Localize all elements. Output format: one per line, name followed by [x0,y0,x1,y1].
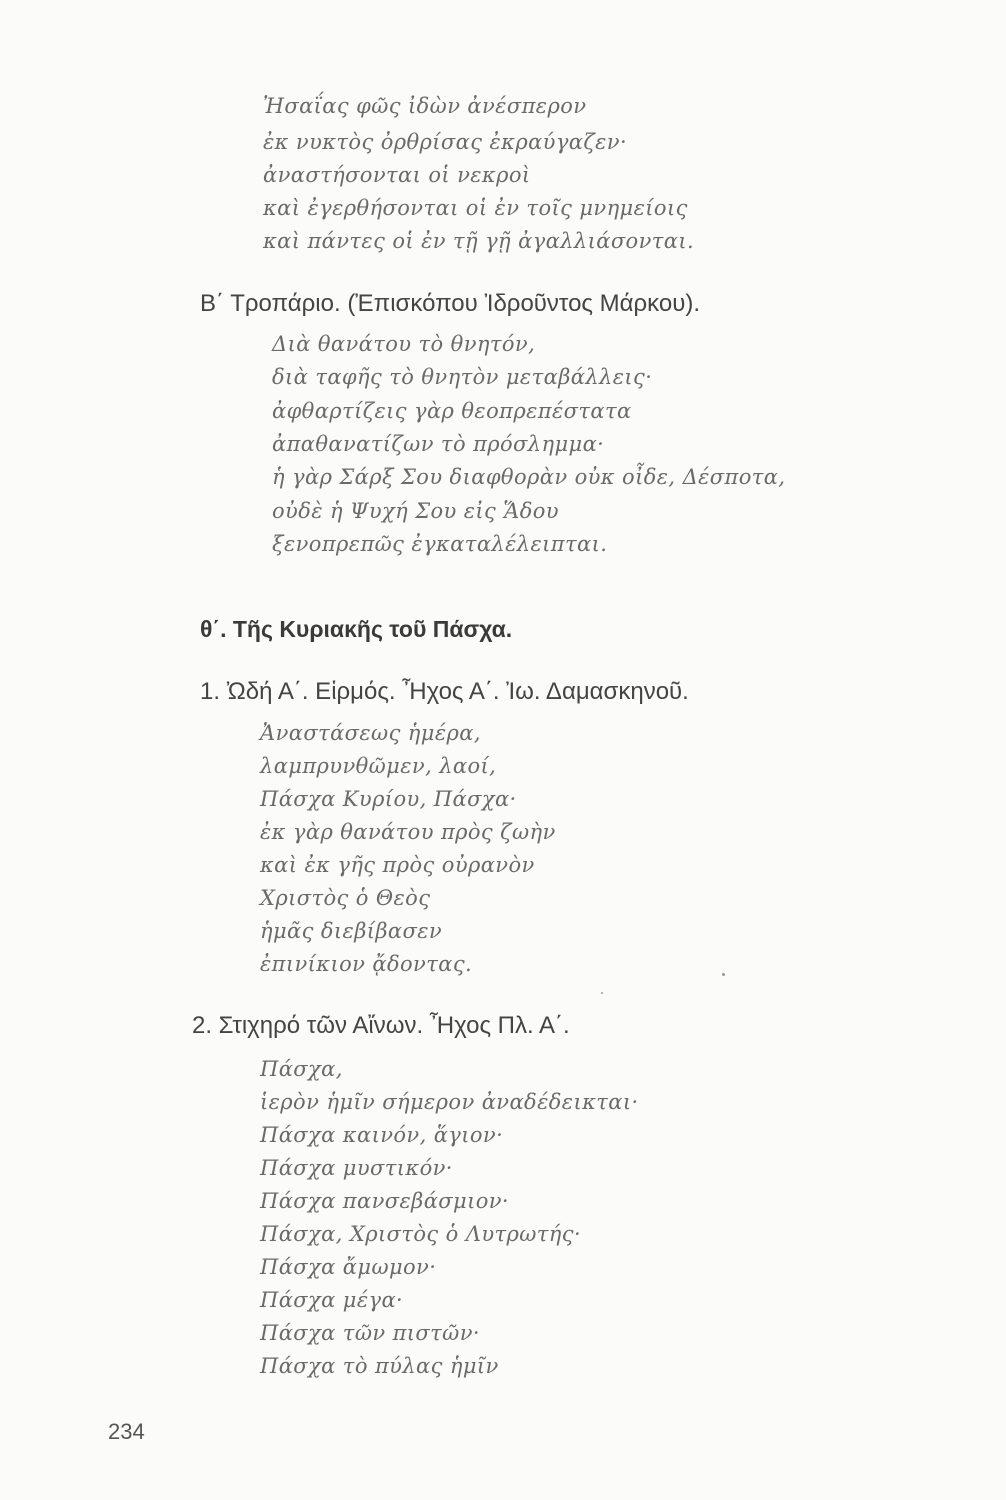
verse-line: ἡ γὰρ Σάρξ Σου διαφθορὰν οὐκ οἶδε, Δέσποτα, [272,465,786,489]
verse-line: ἀπαθανατίζων τὸ πρόσλημμα· [272,432,605,456]
verse-line: Πάσχα τῶν πιστῶν· [260,1321,480,1345]
page-number: 234 [108,1419,145,1444]
verse-line: Διὰ θανάτου τὸ θνητόν, [272,332,536,356]
verse-line: ἀναστήσονται οἱ νεκροὶ [263,163,531,187]
verse-line: λαμπρυνθῶμεν, λαοί, [260,754,497,778]
verse-line: ξενοπρεπῶς ἐγκαταλέλειπται. [272,532,608,556]
item-2-heading: 2. Στιχηρό τῶν Αἴνων. Ἦχος Πλ. Α΄. [192,1012,570,1039]
verse-line: Πάσχα, [260,1057,343,1081]
verse-line: Πάσχα μυστικόν· [260,1156,453,1180]
scan-speck [601,992,603,994]
verse-line: Ἠσαΐας φῶς ἰδὼν ἀνέσπερον [263,94,587,118]
verse-line: καὶ ἐκ γῆς πρὸς οὐρανὸν [260,853,535,877]
verse-line: ἐκ νυκτὸς ὀρθρίσας ἐκραύγαζεν· [263,130,628,154]
troparion-heading: Β΄ Τροπάριο. (Ἐπισκόπου Ἰδροῦντος Μάρκου). [200,290,701,317]
section-heading: θ΄. Τῆς Κυριακῆς τοῦ Πάσχα. [200,616,513,642]
verse-line: καὶ ἐγερθήσονται οἱ ἐν τοῖς μνημείοις [263,196,688,220]
verse-line: ἐπινίκιον ᾄδοντας. [260,952,473,976]
verse-line: Πάσχα Κυρίου, Πάσχα· [260,787,517,811]
verse-line: ἀφθαρτίζεις γὰρ θεοπρεπέστατα [272,399,632,423]
verse-line: διὰ ταφῆς τὸ θνητὸν μεταβάλλεις· [272,365,653,389]
verse-line: ἐκ γὰρ θανάτου πρὸς ζωὴν [260,820,556,844]
scan-speck [722,973,725,976]
verse-line: καὶ πάντες οἱ ἐν τῇ γῇ ἀγαλλιάσονται. [263,229,695,253]
verse-line: Ἀναστάσεως ἡμέρα, [260,721,481,745]
verse-line: Πάσχα ἄμωμον· [260,1255,437,1279]
item-1-heading: 1. Ὠδή Α΄. Εἱρμός. Ἦχος Α΄. Ἰω. Δαμασκηνοῦ. [200,678,689,705]
verse-line: Πάσχα καινόν, ἅγιον· [260,1123,504,1147]
verse-line: Πάσχα τὸ πύλας ἡμῖν [260,1354,499,1378]
verse-line: Πάσχα, Χριστὸς ὁ Λυτρωτής· [260,1222,582,1246]
verse-line: Πάσχα μέγα· [260,1288,404,1312]
verse-line: ἡμᾶς διεβίβασεν [260,919,443,943]
verse-line: Πάσχα πανσεβάσμιον· [260,1189,509,1213]
verse-line: Χριστὸς ὁ Θεὸς [260,886,431,910]
verse-line: ἱερὸν ἡμῖν σήμερον ἀναδέδεικται· [260,1090,639,1114]
verse-line: οὐδὲ ἡ Ψυχή Σου εἰς Ἅδου [272,499,559,523]
